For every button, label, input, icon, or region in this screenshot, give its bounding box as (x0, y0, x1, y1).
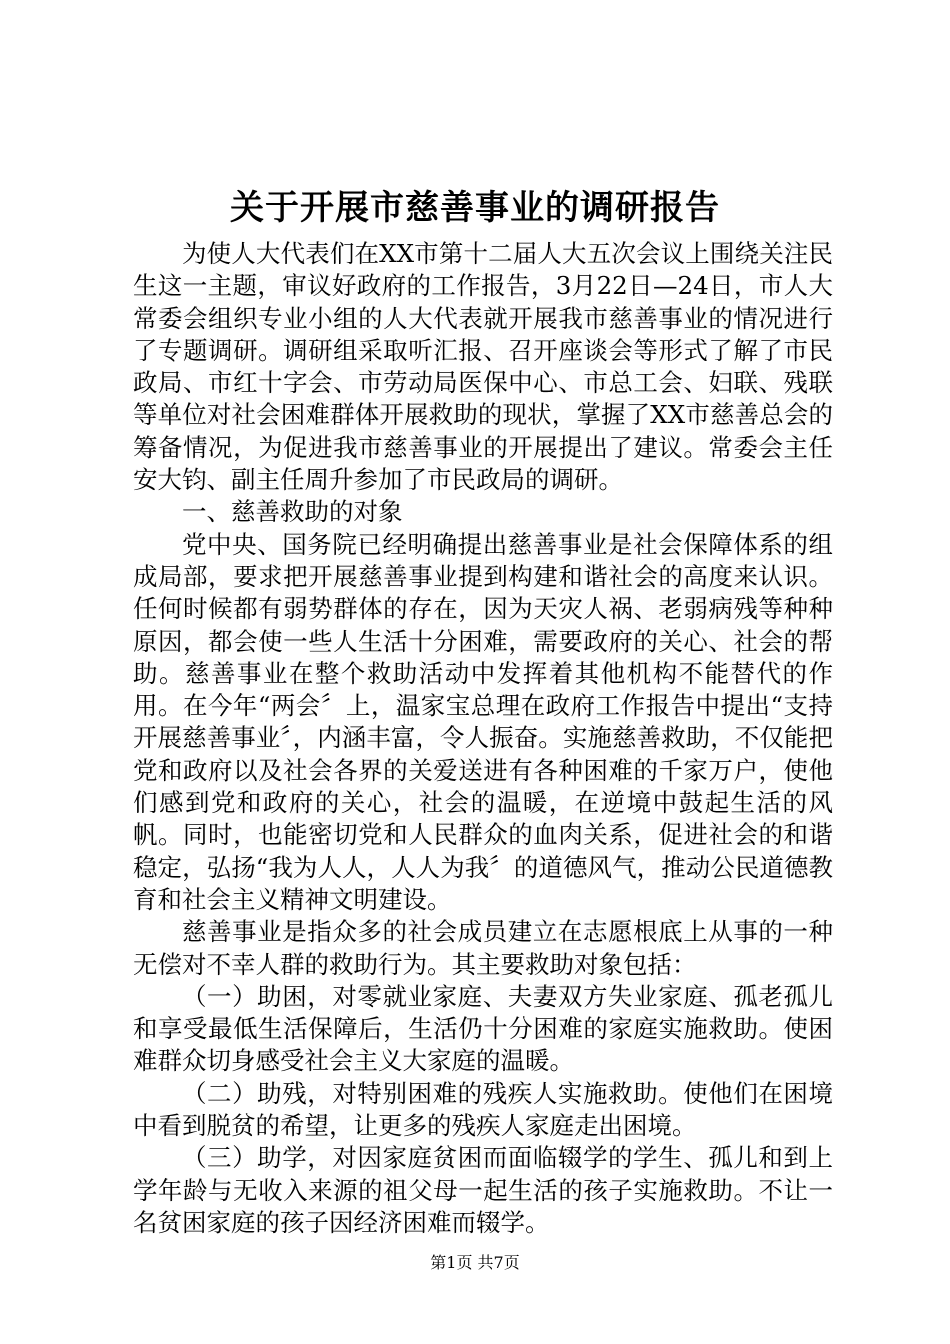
section-heading: 一、慈善救助的对象 (182, 497, 403, 527)
document-title: 关于开展市慈善事业的调研报告 (230, 188, 720, 228)
list-item-paragraph: （三）助学，对因家庭贫困而面临辍学的学生、孤儿和到上学年龄与无收入来源的祖父母一起生活的孩子实施救助。不让一名贫困家庭的孩子因经济困难而辍学。 (133, 1143, 833, 1237)
intro-paragraph: 为使人大代表们在XX市第十二届人大五次会议上围绕关注民生这一主题，审议好政府的工作报告，3月22日—24日，市人大常委会组织专业小组的人大代表就开展我市慈善事业的情况进行了专题调研。调研组采取听汇报、召开座谈会等形式了解了市民政局、市红十字会、市劳动局医保中心、市总工会、妇联、残联等单位对社会困难群体开展救助的现状，掌握了XX市慈善总会的筹备情况，为促进我市慈善事业的开展提出了建议。常委会主任安大钧、副主任周升参加了市民政局的调研。 (133, 239, 833, 495)
body-paragraph: 党中央、国务院已经明确提出慈善事业是社会保障体系的组成局部，要求把开展慈善事业提到构建和谐社会的高度来认识。任何时候都有弱势群体的存在，因为天灾人祸、老弱病残等种种原因，都会使一些人生活十分困难，需要政府的关心、社会的帮助。慈善事业在整个救助活动中发挥着其他机构不能替代的作用。在今年“两会〞上，温家宝总理在政府工作报告中提出“支持开展慈善事业〞，内涵丰富，令人振奋。实施慈善救助，不仅能把党和政府以及社会各界的关爱送进有各种困难的千家万户，使他们感到党和政府的关心，社会的温暖，在逆境中鼓起生活的风帆。同时，也能密切党和人民群众的血肉关系，促进社会的和谐稳定，弘扬“我为人人，人人为我〞的道德风气，推动公民道德教育和社会主义精神文明建设。 (133, 529, 833, 914)
list-item-paragraph: （一）助困，对零就业家庭、夫妻双方失业家庭、孤老孤儿和享受最低生活保障后，生活仍十分困难的家庭实施救助。使困难群众切身感受社会主义大家庭的温暖。 (133, 981, 833, 1076)
document-body (133, 238, 833, 1239)
list-item-paragraph: （二）助残，对特别困难的残疾人实施救助。使他们在困境中看到脱贫的希望，让更多的残疾人家庭走出困境。 (133, 1078, 833, 1141)
page-number-footer: 第1页 共7页 (430, 1253, 520, 1272)
body-paragraph: 慈善事业是指众多的社会成员建立在志愿根底上从事的一种无偿对不幸人群的救助行为。其主要救助对象包括： (133, 917, 833, 979)
